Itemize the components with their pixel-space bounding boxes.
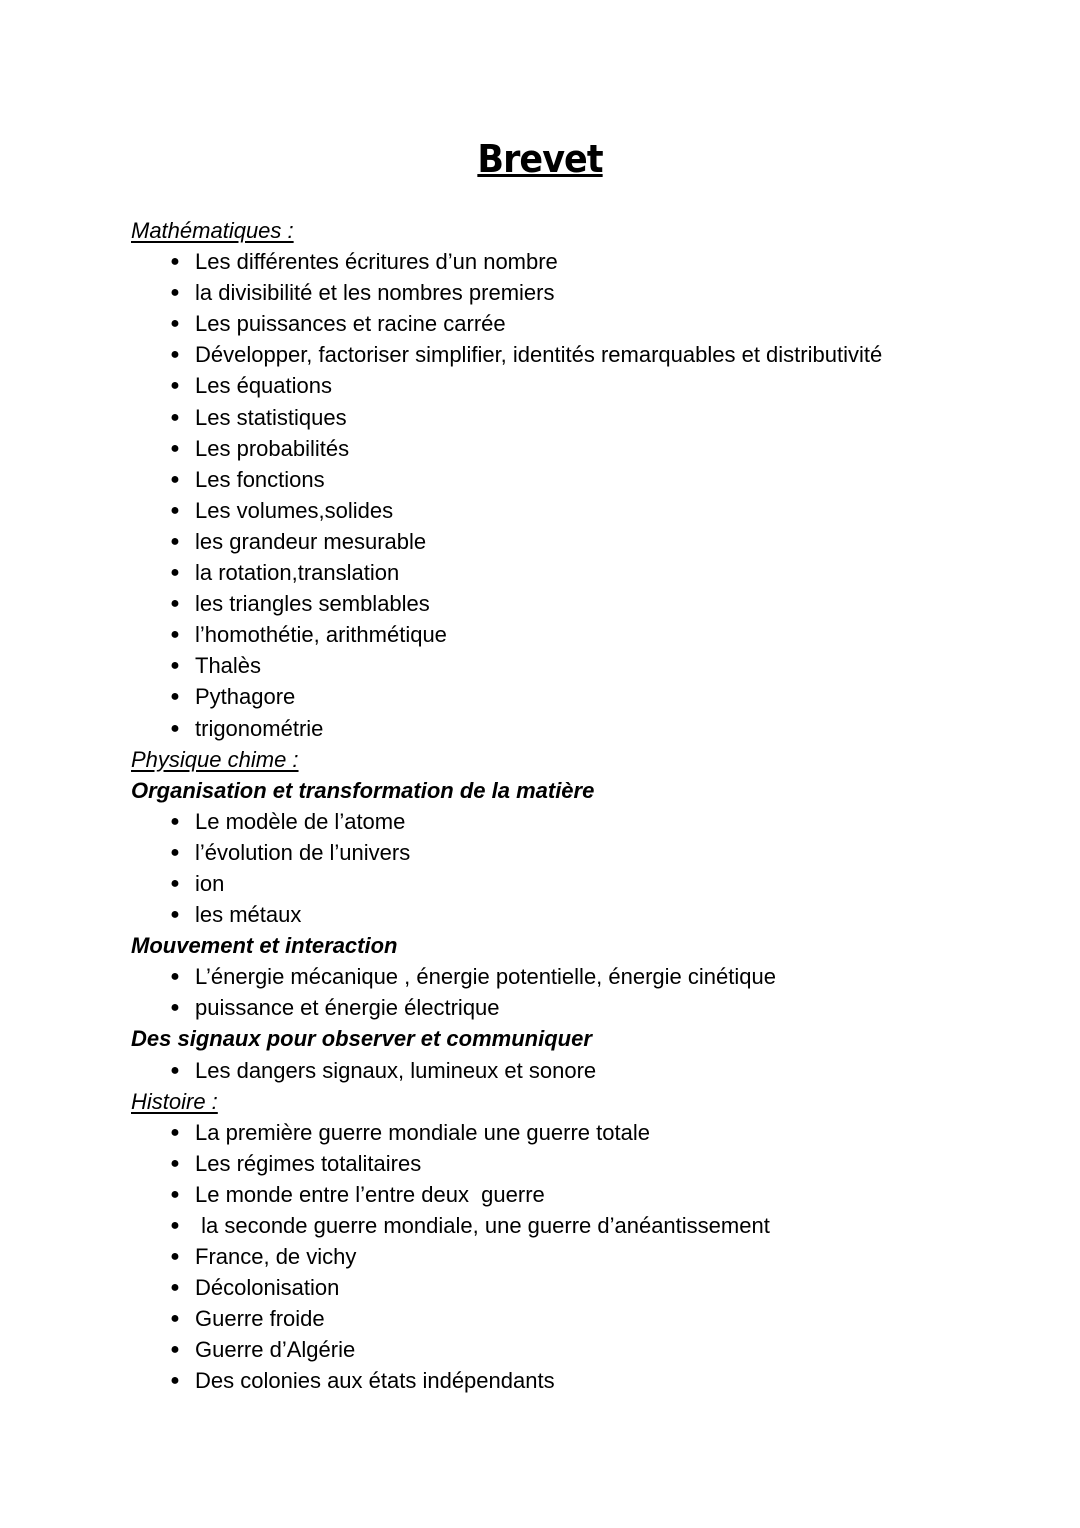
bullet-icon: ●: [170, 439, 180, 457]
list-item-text: Des colonies aux états indépendants: [195, 1368, 555, 1394]
document-content: [131, 215, 1031, 1397]
list-item-text: Les puissances et racine carrée: [195, 311, 506, 337]
list-item: [131, 650, 1031, 681]
list-item-text: La première guerre mondiale une guerre totale: [195, 1119, 650, 1145]
list-item: [131, 1241, 1031, 1272]
list-item-text: Guerre d’Algérie: [195, 1337, 356, 1363]
list-item-text: la rotation,translation: [195, 560, 400, 586]
subsection-heading: Mouvement et interaction: [131, 933, 398, 959]
bullet-icon: ●: [170, 968, 180, 986]
list-item-text: les métaux: [195, 902, 302, 928]
list-item: [131, 557, 1031, 588]
bullet-icon: ●: [170, 688, 180, 706]
bullet-icon: ●: [170, 874, 180, 892]
bullet-icon: ●: [170, 1061, 180, 1079]
bullet-icon: ●: [170, 812, 180, 830]
bullet-icon: ●: [170, 470, 180, 488]
list-item-text: Développer, factoriser simplifier, identités remarquables et distributivité: [195, 342, 883, 368]
bullet-icon: ●: [170, 1372, 180, 1390]
list-item-text: Les volumes,solides: [195, 497, 394, 523]
bullet-icon: ●: [170, 377, 180, 395]
bullet-icon: ●: [170, 1154, 180, 1172]
list-item-text: Les probabilités: [195, 435, 350, 461]
list-item: [131, 1272, 1031, 1303]
list-item-text: Les fonctions: [195, 466, 325, 492]
bullet-icon: ●: [170, 1248, 180, 1266]
bullet-icon: ●: [170, 719, 180, 737]
list-item: [131, 992, 1031, 1023]
list-item: [131, 681, 1031, 712]
list-item: [131, 402, 1031, 433]
list-item: [131, 495, 1031, 526]
list-item: [131, 1148, 1031, 1179]
list-item-text: Les dangers signaux, lumineux et sonore: [195, 1057, 597, 1083]
list-item: [131, 370, 1031, 401]
list-item-text: l’homothétie, arithmétique: [195, 622, 447, 648]
bullet-icon: ●: [170, 1279, 180, 1297]
list-item: [131, 433, 1031, 464]
section-heading-histoire: Histoire :: [131, 1088, 218, 1114]
bullet-icon: ●: [170, 1310, 180, 1328]
list-item-text: Le modèle de l’atome: [195, 808, 406, 834]
list-item: [131, 713, 1031, 744]
bullet-icon: ●: [170, 253, 180, 271]
list-item-text: Décolonisation: [195, 1275, 340, 1301]
bullet-icon: ●: [170, 564, 180, 582]
list-item: [131, 806, 1031, 837]
list-item-text: Les statistiques: [195, 404, 347, 430]
bullet-icon: ●: [170, 1185, 180, 1203]
document-title: Brevet: [477, 137, 603, 181]
list-item-text: Les équations: [195, 373, 332, 399]
list-item: [131, 1334, 1031, 1365]
bullet-icon: ●: [170, 1217, 180, 1234]
list-item: [131, 868, 1031, 899]
list-item-text: Guerre froide: [195, 1306, 325, 1332]
list-item: [131, 464, 1031, 495]
list-item-text: France, de vichy: [195, 1244, 357, 1270]
bullet-icon: ●: [170, 595, 180, 613]
list-item: [131, 246, 1031, 277]
list-item: [131, 1303, 1031, 1334]
bullet-icon: ●: [170, 315, 180, 333]
list-item-text: ion: [195, 870, 225, 896]
list-item-text: puissance et énergie électrique: [195, 995, 500, 1021]
list-item: [131, 837, 1031, 868]
list-item-text: Thalès: [195, 653, 262, 679]
list-item-text: trigonométrie: [195, 715, 324, 741]
list-item: [131, 588, 1031, 619]
bullet-icon: ●: [170, 284, 180, 302]
list-item: [131, 1117, 1031, 1148]
bullet-icon: ●: [170, 501, 180, 519]
list-item: [131, 1365, 1031, 1396]
bullet-icon: ●: [170, 1341, 180, 1359]
list-item-text: Le monde entre l’entre deux guerre: [195, 1181, 545, 1207]
list-item-text: Pythagore: [195, 684, 296, 710]
section-heading-physique-chimie: Physique chime :: [131, 746, 299, 772]
list-item-text: la seconde guerre mondiale, une guerre d’anéantissement: [195, 1213, 770, 1238]
bullet-icon: ●: [170, 408, 180, 426]
list-item: [131, 526, 1031, 557]
list-item: [131, 619, 1031, 650]
list-item-text: les grandeur mesurable: [195, 528, 427, 554]
list-item-text: les triangles semblables: [195, 591, 430, 617]
list-item: [131, 1210, 1031, 1241]
list-item: [131, 1179, 1031, 1210]
list-item: [131, 961, 1031, 992]
list-item-text: L’énergie mécanique , énergie potentielle, énergie cinétique: [195, 964, 776, 990]
list-item: [131, 899, 1031, 930]
bullet-icon: ●: [170, 532, 180, 550]
bullet-icon: ●: [170, 1123, 180, 1141]
list-item-text: l’évolution de l’univers: [195, 839, 411, 865]
subsection-heading: Organisation et transformation de la matière: [131, 777, 595, 803]
bullet-icon: ●: [170, 346, 180, 364]
bullet-icon: ●: [170, 626, 180, 644]
bullet-icon: ●: [170, 906, 180, 924]
list-item: [131, 339, 1031, 370]
list-item-text: la divisibilité et les nombres premiers: [195, 280, 555, 306]
list-item: [131, 277, 1031, 308]
list-item-text: Les régimes totalitaires: [195, 1150, 422, 1176]
list-item: [131, 1055, 1031, 1086]
bullet-icon: ●: [170, 657, 180, 675]
list-item: [131, 308, 1031, 339]
bullet-icon: ●: [170, 843, 180, 861]
subsection-heading: Des signaux pour observer et communiquer: [131, 1026, 592, 1052]
section-heading-mathematiques: Mathématiques :: [131, 218, 294, 243]
list-item-text: Les différentes écritures d’un nombre: [195, 249, 558, 275]
bullet-icon: ●: [170, 999, 180, 1017]
